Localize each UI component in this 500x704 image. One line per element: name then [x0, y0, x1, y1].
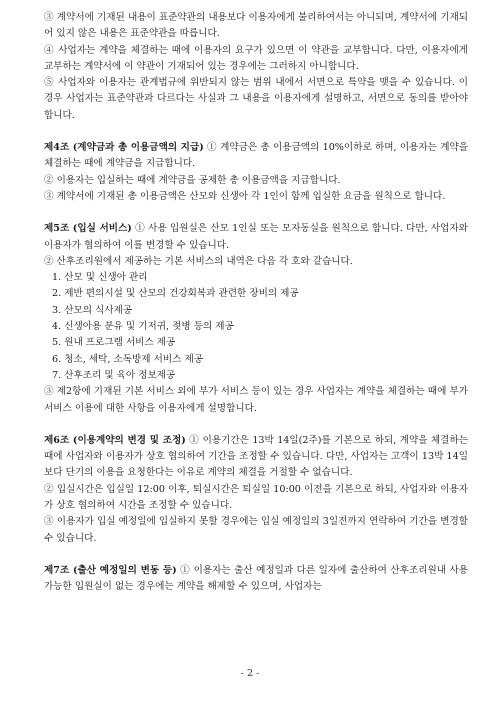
list-item: 3. 산모의 식사제공 [52, 304, 133, 316]
section-gap [44, 417, 468, 433]
art4-para-1-text: ① 계약금은 총 이용금액의 10%이하로 하며, 이용자는 계약을 체결하는 때에 계약금을 지급합니다. [44, 142, 469, 170]
page-number: - 2 - [240, 668, 260, 679]
list-item: 5. 원내 프로그램 서비스 제공 [52, 337, 176, 349]
service-list [44, 270, 468, 384]
art6-heading: 제6조 (이용계약의 변경 및 조정) [44, 434, 186, 446]
art6-para-1 [44, 433, 468, 482]
art6-para-1-text: ① 이용기간은 13박 14일(2주)를 기본으로 하되, 계약을 체결하는 때에 사업자와 이용자가 상호 협의하여 기간을 조정할 수 있습니다. 다만, 사업자는 고객이 13박 14일보다 단기의 이용을 요청한다는 이유로 계약의 체결을 거절할 수 없습니다. [44, 434, 468, 479]
art5-para-1-text: ① 사용 입원실은 산모 1인실 또는 모자동실을 원칙으로 합니다. 다만, 사업자와 이용자가 협의하여 이를 변경할 수 있습니다. [44, 223, 468, 251]
art5-para-3: ③ 제2항에 기재된 기본 서비스 외에 부가 서비스 등이 있는 경우 사업자는 계약을 체결하는 때에 부가 서비스 이용에 대한 사항을 이용자에게 설명합니다. [44, 386, 468, 414]
art6-para-3: ③ 이용자가 입실 예정일에 입실하지 못할 경우에는 입실 예정일의 3일전까지 연락하여 기간을 변경할 수 있습니다. [44, 516, 468, 544]
art6-para-2: ② 입실시간은 입실일 12:00 이후, 퇴실시간은 퇴실일 10:00 이전을 기본으로 하되, 사업자와 이용자가 상호 협의하여 시간을 조정할 수 있습니다. [44, 483, 468, 512]
section-gap [44, 547, 468, 563]
art5-para-1 [44, 221, 468, 254]
section-gap [44, 205, 468, 221]
art4-heading: 제4조 (계약금과 총 이용금액의 지급) [44, 142, 204, 154]
art7-heading: 제7조 (출산 예정일의 변동 등) [44, 564, 177, 576]
art5-para-2: ② 산후조리원에서 제공하는 기본 서비스의 내역은 다음 각 호와 같습니다. [44, 255, 353, 267]
art7-para-1 [44, 563, 468, 596]
art3-para-4: ④ 사업자는 계약을 체결하는 때에 이용자의 요구가 있으면 이 약관을 교부합니다. 다만, 이용자에게 교부하는 계약서에 이 약관이 기재되어 있는 경우에는 그러하지 아니합니다. [44, 44, 468, 72]
list-item: 1. 산모 및 신생아 관리 [52, 272, 148, 284]
section-gap [44, 124, 468, 140]
art4-para-3: ③ 계약서에 기재된 총 이용금액은 산모와 신생아 각 1인이 함께 입실한 요금을 원칙으로 합니다. [44, 190, 446, 202]
list-item: 4. 신생아용 분유 및 기저귀, 젖병 등의 제공 [52, 321, 234, 333]
art5-heading: 제5조 (입실 서비스) [44, 223, 132, 235]
list-item: 6. 청소, 세탁, 소독방제 서비스 제공 [52, 353, 203, 365]
art7-para-1-text: ① 이용자는 출산 예정일과 다른 일자에 출산하여 산후조리원내 사용 가능한 입원실이 없는 경우에는 계약을 해제할 수 있으며, 사업자는 [44, 564, 469, 593]
art3-para-5: ⑤ 사업자와 이용자는 관계법규에 위반되지 않는 범위 내에서 서면으로 특약을 맺을 수 있습니다. 이 경우 사업자는 표준약관과 다르다는 사실과 그 내용을 이용자에게 설명하고, 서면으로 동의를 받아야 합니다. [44, 77, 468, 121]
list-item: 2. 제반 편의시설 및 산모의 건강회복과 관련한 장비의 제공 [52, 288, 299, 300]
art4-para-2: ② 이용자는 입실하는 때에 계약금을 공제한 총 이용금액을 지급합니다. [44, 174, 341, 186]
list-item: 7. 산후조리 및 육아 정보제공 [52, 369, 176, 381]
art4-para-1 [44, 140, 468, 173]
art3-para-3: ③ 계약서에 기재된 내용이 표준약관의 내용보다 이용자에게 불리하여서는 아니되며, 계약서에 기재되어 있지 않은 내용은 표준약관을 따릅니다. [44, 12, 468, 40]
